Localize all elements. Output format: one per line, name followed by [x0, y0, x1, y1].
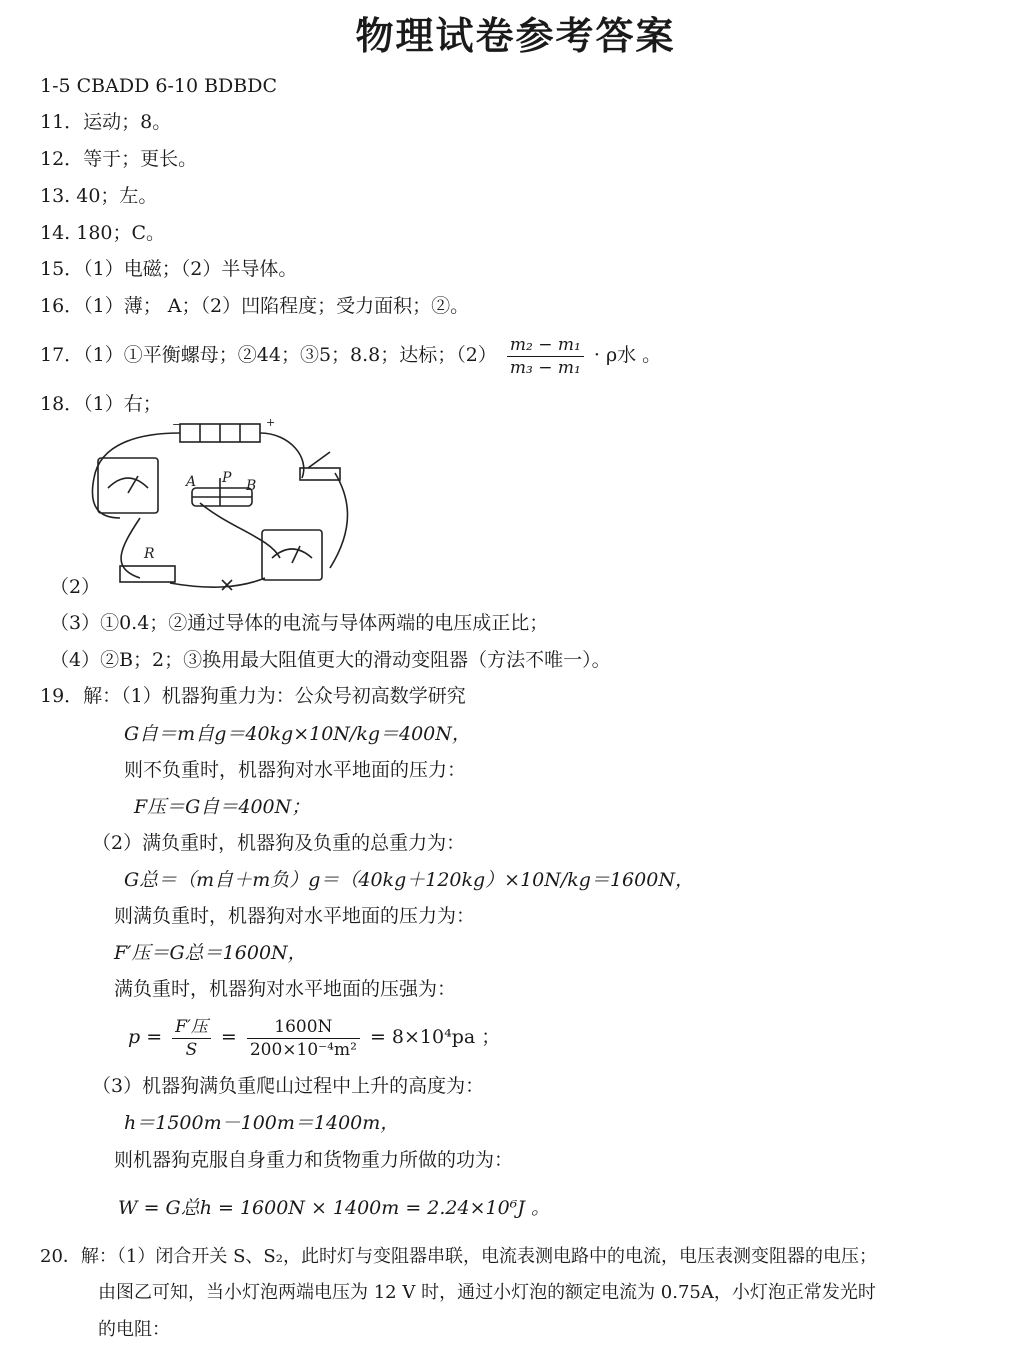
- answer-16: 16．（1）薄； A；（2）凹陷程度；受力面积；②。: [40, 295, 470, 317]
- density-fraction: [507, 334, 584, 379]
- ammeter-icon: [262, 530, 322, 580]
- pressure-num-1: F′压: [172, 1016, 211, 1039]
- pressure-den-2: 200×10⁻⁴m²: [249, 1039, 357, 1060]
- answer-19-2: G自＝m自g＝40kg×10N/kg＝400N，: [124, 723, 471, 745]
- answer-19-7: 则满负重时，机器狗对水平地面的压力为：: [114, 905, 476, 927]
- pressure-fraction-1: [172, 1016, 211, 1061]
- answer-19-8: F′压＝G总＝1600N，: [114, 942, 307, 964]
- answer-13: 13. 40；左。: [40, 185, 158, 207]
- label-p: P: [222, 470, 232, 486]
- label-a: A: [186, 474, 197, 490]
- switch-icon: [300, 468, 340, 480]
- pressure-lhs: p =: [128, 1026, 163, 1048]
- pressure-num-2: 1600N: [247, 1016, 360, 1039]
- density-numerator: m₂ − m₁: [507, 334, 584, 357]
- answer-17: [40, 331, 661, 379]
- label-plus: +: [266, 418, 276, 429]
- answer-17-text: 17．（1）①平衡螺母；②44；③5；8.8；达标；（2）: [40, 344, 497, 366]
- pressure-rhs: = 8×10⁴pa ；: [369, 1026, 501, 1048]
- pressure-equation: [128, 1010, 500, 1064]
- answer-18-1: 18．（1）右；: [40, 393, 162, 415]
- answer-12: 12．等于；更长。: [40, 148, 198, 170]
- equals-sign: =: [220, 1026, 237, 1048]
- density-denominator: m₃ − m₁: [509, 357, 581, 378]
- circuit-diagram: [80, 418, 380, 593]
- answer-15: 15．（1）电磁；（2）半导体。: [40, 258, 298, 280]
- answer-20-2: 由图乙可知，当小灯泡两端电压为 12 V 时，通过小灯泡的额定电流为 0.75A，小灯泡正常发光时: [98, 1282, 876, 1303]
- answer-19-4: F压＝G自＝400N；: [134, 796, 311, 818]
- answer-20-1: 20．解：（1）闭合开关 S、S₂，此时灯与变阻器串联，电流表测电路中的电流，电压表测变阻器的电压；: [40, 1246, 877, 1267]
- label-minus: −: [172, 418, 182, 431]
- answer-18-3: （3）①0.4；②通过导体的电流与导体两端的电压成正比；: [50, 612, 549, 634]
- answer-11: 11．运动；8。: [40, 111, 172, 133]
- answer-19-6: G总＝（m自＋m负）g＝（40kg＋120kg）×10N/kg＝1600N，: [124, 869, 694, 891]
- answer-18-4: （4）②B；2；③换用最大阻值更大的滑动变阻器（方法不唯一）。: [50, 649, 611, 671]
- page-title: 物理试卷参考答案: [355, 14, 676, 58]
- label-b: B: [246, 478, 257, 494]
- resistor-icon: [120, 566, 175, 582]
- answer-19-1: 19．解：（1）机器狗重力为：公众号初高数学研究: [40, 685, 466, 707]
- pressure-fraction-2: [247, 1016, 360, 1061]
- answer-19-9: 满负重时，机器狗对水平地面的压强为：: [114, 978, 457, 1000]
- answer-19-13: W = G总h = 1600N × 1400m = 2.24×10⁶J 。: [118, 1197, 550, 1219]
- answer-19-11: h＝1500m－100m＝1400m，: [124, 1112, 400, 1134]
- answer-19-3: 则不负重时，机器狗对水平地面的压力：: [124, 759, 467, 781]
- pressure-den-1: S: [185, 1039, 198, 1060]
- mc-answers: 1-5 CBADD 6-10 BDBDC: [40, 75, 278, 97]
- answer-18-2: （2）: [50, 576, 101, 598]
- answer-19-5: （2）满负重时，机器狗及负重的总重力为：: [92, 832, 466, 854]
- voltmeter-icon: [98, 458, 158, 513]
- label-r: R: [144, 546, 155, 562]
- answer-19-10: （3）机器狗满负重爬山过程中上升的高度为：: [92, 1075, 485, 1097]
- answer-19-12: 则机器狗克服自身重力和货物重力所做的功为：: [114, 1149, 514, 1171]
- answer-20-3: 的电阻：: [98, 1319, 170, 1340]
- answer-17-tail: · ρ水 。: [593, 344, 662, 366]
- answer-14: 14. 180；C。: [40, 222, 166, 244]
